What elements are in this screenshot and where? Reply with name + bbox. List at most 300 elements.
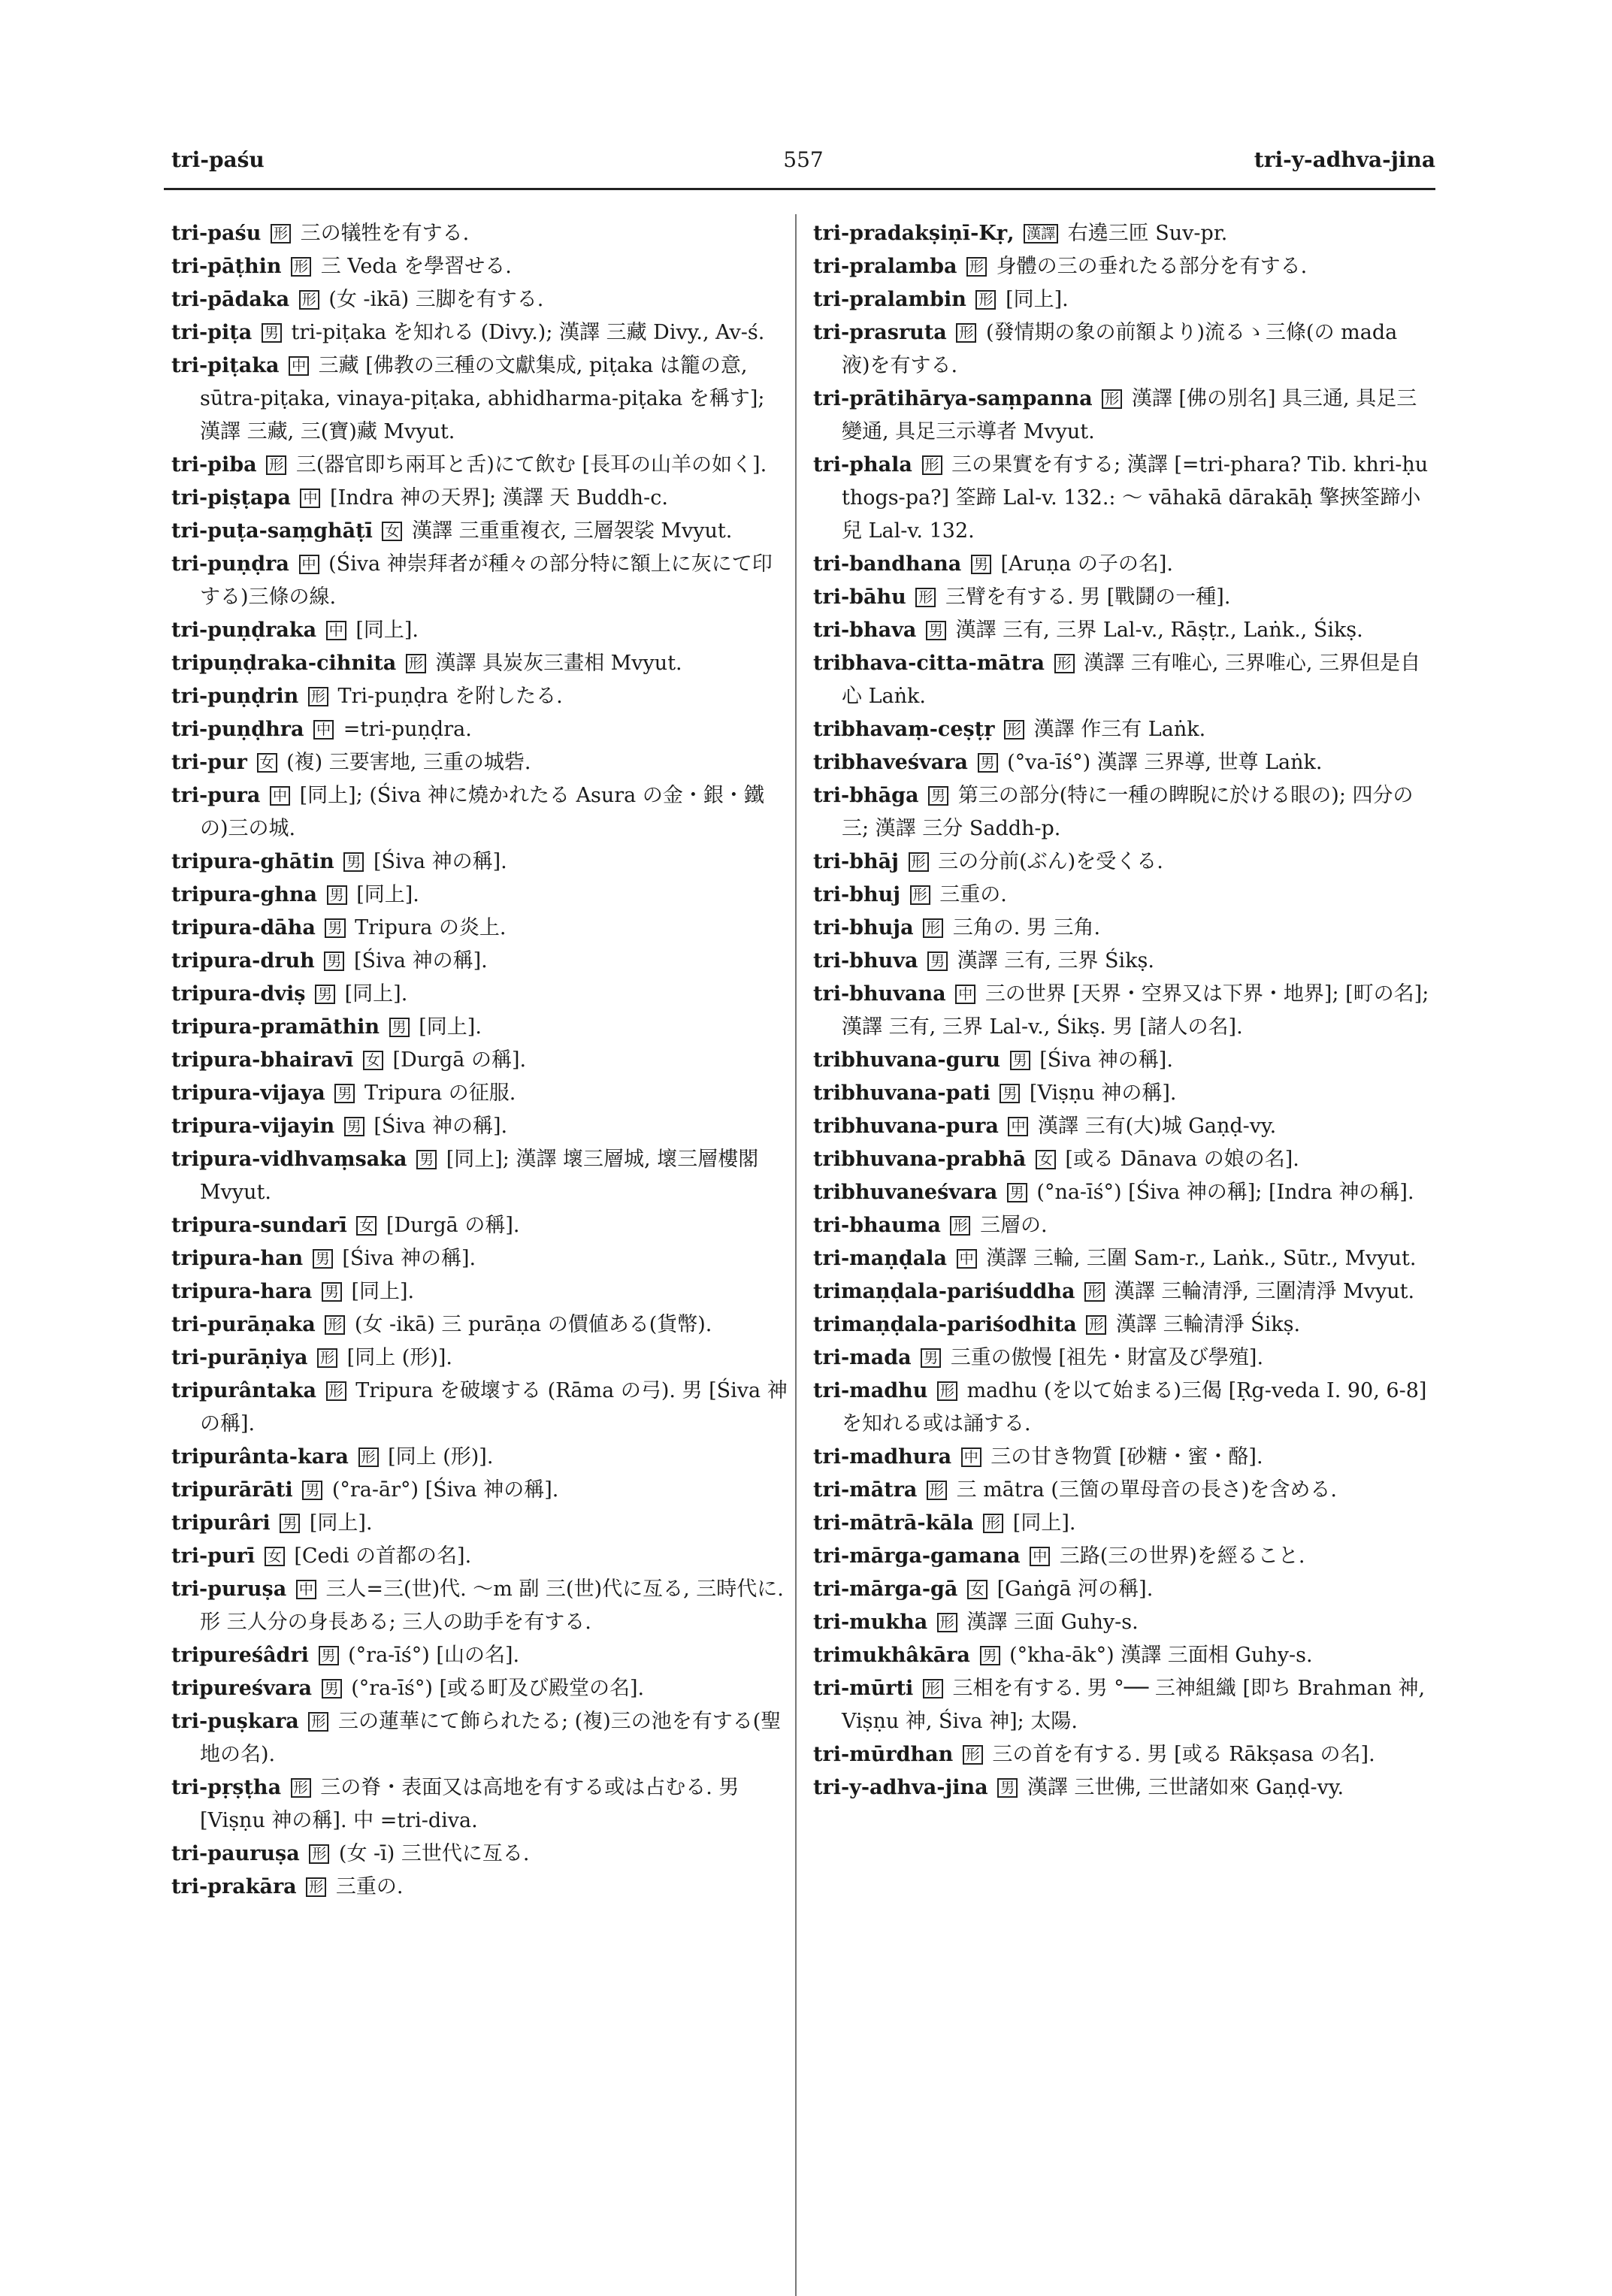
definition: (°va-īś°) 漢譯 三界導, 世尊 Laṅk. <box>1007 751 1323 774</box>
definition: [同上]. <box>419 1015 482 1039</box>
grammar-tag: 男 <box>1010 1051 1030 1070</box>
grammar-tag: 形 <box>291 1778 311 1798</box>
dictionary-entry <box>813 1044 1429 1077</box>
definition: (複) 三要害地, 三重の城砦. <box>286 751 531 774</box>
dictionary-entry <box>171 1044 788 1077</box>
dictionary-entry <box>171 945 788 978</box>
grammar-tag: 中 <box>1030 1547 1050 1566</box>
headword: tribhuvana-pura <box>813 1115 999 1138</box>
headword: tri-bhuvana <box>813 982 946 1006</box>
grammar-tag: 形 <box>306 1877 326 1897</box>
grammar-tag: 形 <box>317 1348 337 1368</box>
headword: tri-pṛṣṭha <box>171 1776 282 1799</box>
headword: tri-prātihārya-saṃpanna <box>813 387 1093 410</box>
headword: tri-puṭa-saṃghāṭī <box>171 519 373 543</box>
dictionary-entry <box>171 316 788 349</box>
definition: 漢譯 [佛の別名] 具三通, 具足三變通, 具足三示導者 Mvyut. <box>842 387 1417 443</box>
grammar-tag: 男 <box>416 1150 437 1169</box>
dictionary-entry <box>813 1242 1429 1275</box>
grammar-tag: 形 <box>271 224 291 244</box>
grammar-tag: 形 <box>1102 389 1122 409</box>
definition: 三臂を有する. 男 [戰鬪の一種]. <box>945 585 1231 609</box>
definition: 漢譯 三重重複衣, 三層袈裟 Mvyut. <box>412 519 733 543</box>
headword: tribhaveśvara <box>813 751 968 774</box>
grammar-tag: 中 <box>961 1447 981 1467</box>
grammar-tag: 男 <box>389 1018 410 1037</box>
definition: 漢譯 具炭灰三畫相 Mvyut. <box>435 652 682 675</box>
headword: tri-bhāga <box>813 784 919 807</box>
grammar-tag: 男 <box>325 918 345 938</box>
definition: tri-piṭaka を知れる (Divy.); 漢譯 三藏 Divy., Av-ś. <box>291 321 765 344</box>
dictionary-entry <box>813 1342 1429 1375</box>
headword: tri-mukha <box>813 1611 928 1634</box>
definition: 三重の. <box>335 1875 404 1898</box>
page-header <box>171 147 1435 185</box>
grammar-tag: 形 <box>983 1514 1003 1533</box>
definition: (°na-īś°) [Śiva 神の稱]; [Indra 神の稱]. <box>1036 1181 1414 1204</box>
headword: tri-puṣkara <box>171 1710 299 1733</box>
grammar-tag: 男 <box>344 1117 364 1136</box>
dictionary-entry <box>171 912 788 945</box>
definition: 三の犠牲を有する. <box>300 222 470 245</box>
definition: [Śiva 神の稱]. <box>342 1247 476 1270</box>
definition: [Indra 神の天界]; 漢譯 天 Buddh-c. <box>330 486 668 510</box>
definition: 三層の. <box>980 1214 1048 1237</box>
grammar-tag: 男 <box>322 1679 342 1699</box>
definition: [或る Dānava の娘の名]. <box>1065 1148 1299 1171</box>
definition: 漢譯 作三有 Laṅk. <box>1033 718 1206 741</box>
dictionary-entry <box>171 1705 788 1771</box>
definition: 身體の三の垂れたる部分を有する. <box>996 255 1308 278</box>
dictionary-entry <box>171 1342 788 1375</box>
headword: trimaṇḍala-pariśodhita <box>813 1313 1077 1336</box>
headword: trimukhâkāra <box>813 1644 970 1667</box>
grammar-tag: 形 <box>910 885 930 905</box>
headword: tri-madhura <box>813 1445 952 1469</box>
dictionary-entry <box>171 1308 788 1342</box>
dictionary-entry <box>813 1441 1429 1474</box>
dictionary-entry <box>813 1077 1429 1110</box>
definition: madhu (を以て始まる)三偈 [Ṛg-veda I. 90, 6-8] を知れる或は誦する. <box>842 1379 1427 1435</box>
definition: [同上 (形)]. <box>388 1445 494 1469</box>
grammar-tag: 男 <box>343 852 364 872</box>
dictionary-entry <box>171 1110 788 1143</box>
definition: Tri-puṇḍra を附したる. <box>337 685 563 708</box>
grammar-tag: 男 <box>315 985 335 1004</box>
dictionary-entry <box>171 1275 788 1308</box>
dictionary-entry <box>813 1110 1429 1143</box>
grammar-tag: 男 <box>927 951 948 971</box>
headword: trimaṇḍala-pariśuddha <box>813 1280 1075 1303</box>
definition: 三重の傲慢 [祖先・財富及び學殖]. <box>950 1346 1264 1369</box>
definition: 漢譯 三有唯心, 三界唯心, 三界但是自心 Laṅk. <box>842 652 1421 708</box>
definition: 三相を有する. 男 °── 三神組織 [即ち Brahman 神, Viṣṇu 神, Śiva 神]; 太陽. <box>842 1677 1426 1733</box>
dictionary-entry <box>171 1242 788 1275</box>
definition: 三角の. 男 三角. <box>952 916 1101 939</box>
definition: 三(器官即ち兩耳と舌)にて飲む [長耳の山羊の如く]. <box>295 453 767 476</box>
dictionary-entry <box>171 680 788 713</box>
headword: tri-puṇḍhra <box>171 718 304 741</box>
headword: tripurântaka <box>171 1379 316 1402</box>
grammar-tag: 女 <box>382 522 402 541</box>
definition: (°kha-āk°) 漢譯 三面相 Guhy-s. <box>1009 1644 1313 1667</box>
definition: 漢譯 三輪, 三圍 Sam-r., Laṅk., Sūtr., Mvyut. <box>986 1247 1417 1270</box>
dictionary-entry <box>813 1573 1429 1606</box>
headword: tri-paśu <box>171 222 262 245</box>
headword: tripura-vijayin <box>171 1115 335 1138</box>
definition: [Durgā の稱]. <box>392 1048 527 1072</box>
headword: tripuṇḍraka-cihnita <box>171 652 397 675</box>
grammar-tag: 女 <box>257 753 277 773</box>
headword: tri-mātra <box>813 1478 918 1502</box>
header-right-guide-word: tri-y-adhva-jina <box>1254 147 1435 172</box>
definition: 三 mātra (三箇の單母音の長さ)を含める. <box>956 1478 1337 1502</box>
dictionary-entry <box>813 1176 1429 1209</box>
headword: tripureśvara <box>171 1677 312 1700</box>
definition: [同上 (形)]. <box>346 1346 452 1369</box>
definition: 漢譯 三有, 三界 Śikṣ. <box>957 949 1154 973</box>
definition: 漢譯 三有, 三界 Lal-v., Rāṣṭr., Laṅk., Śikṣ. <box>955 619 1363 642</box>
definition: [Śiva 神の稱]. <box>374 1115 508 1138</box>
grammar-tag: 形 <box>299 290 319 310</box>
headword: tri-bhuj <box>813 883 901 906</box>
dictionary-entry <box>813 250 1429 283</box>
grammar-tag: 形 <box>308 1712 328 1732</box>
headword: tri-mūrdhan <box>813 1743 954 1766</box>
dictionary-entry <box>813 978 1429 1044</box>
definition: 三重の. <box>939 883 1007 906</box>
grammar-tag: 女 <box>265 1547 285 1566</box>
grammar-tag: 形 <box>309 1844 329 1864</box>
headword: tripura-bhairavī <box>171 1048 354 1072</box>
grammar-tag: 男 <box>997 1778 1018 1798</box>
dictionary-entry <box>171 482 788 515</box>
definition: [Cedi の首都の名]. <box>294 1544 472 1568</box>
grammar-tag: 形 <box>326 1381 346 1401</box>
definition: [同上]. <box>355 619 419 642</box>
dictionary-entry <box>813 581 1429 614</box>
dictionary-entry <box>813 1474 1429 1507</box>
headword: tripurânta-kara <box>171 1445 349 1469</box>
headword: tri-y-adhva-jina <box>813 1776 988 1799</box>
grammar-tag: 形 <box>1004 720 1024 740</box>
dictionary-entry <box>813 1507 1429 1540</box>
definition: 漢譯 三輪清淨, 三圍清淨 Mvyut. <box>1114 1280 1415 1303</box>
grammar-tag: 形 <box>291 257 311 277</box>
dictionary-entry <box>813 779 1429 845</box>
left-column <box>171 217 788 1904</box>
headword: tripura-ghna <box>171 883 318 906</box>
dictionary-entry <box>813 713 1429 746</box>
headword: tri-piṭaka <box>171 354 280 377</box>
headword: tri-pāṭhin <box>171 255 282 278</box>
grammar-tag: 男 <box>971 555 991 574</box>
headword: tribhuvana-guru <box>813 1048 1000 1072</box>
grammar-tag: 男 <box>313 1249 333 1269</box>
headword: tri-pura <box>171 784 261 807</box>
grammar-tag: 形 <box>923 1679 943 1699</box>
grammar-tag: 男 <box>1007 1183 1027 1202</box>
headword: tri-mārga-gamana <box>813 1544 1021 1568</box>
grammar-tag: 男 <box>302 1481 322 1500</box>
definition: (女 -ikā) 三 purāṇa の價値ある(貨幣). <box>354 1313 712 1336</box>
definition: [Śiva 神の稱]. <box>373 850 507 873</box>
headword: tri-madhu <box>813 1379 928 1402</box>
dictionary-entry <box>171 515 788 548</box>
grammar-tag: 中 <box>296 1580 316 1599</box>
dictionary-entry <box>171 1871 788 1904</box>
definition: 三の首を有する. 男 [或る Rākṣasa の名]. <box>992 1743 1375 1766</box>
definition: 三路(三の世界)を經ること. <box>1059 1544 1305 1568</box>
dictionary-entry <box>171 1143 788 1209</box>
definition: [同上]. <box>356 883 419 906</box>
grammar-tag: 形 <box>950 1216 970 1236</box>
grammar-tag: 女 <box>967 1580 987 1599</box>
dictionary-entry <box>171 349 788 449</box>
grammar-tag: 男 <box>926 621 946 640</box>
headword: tripura-ghātin <box>171 850 334 873</box>
grammar-tag: 形 <box>963 1745 983 1765</box>
dictionary-entry <box>171 1077 788 1110</box>
grammar-tag: 形 <box>406 654 426 673</box>
headword: tri-puṇḍraka <box>171 619 317 642</box>
dictionary-entry <box>813 548 1429 581</box>
definition: (°ra-ār°) [Śiva 神の稱]. <box>331 1478 559 1502</box>
dictionary-entry <box>171 1375 788 1441</box>
dictionary-entry <box>813 1639 1429 1672</box>
grammar-tag: 女 <box>356 1216 377 1236</box>
definition: (Śiva 神崇拜者が種々の部分特に額上に灰にて印する)三條の線. <box>200 552 773 609</box>
headword: tri-pradakṣiṇī-Kṛ, <box>813 222 1015 245</box>
headword: tri-piṭa <box>171 321 253 344</box>
dictionary-entry <box>171 845 788 879</box>
definition: [同上]. <box>1012 1511 1076 1535</box>
headword: tri-puruṣa <box>171 1578 287 1601</box>
headword: tripura-sundarī <box>171 1214 347 1237</box>
grammar-tag: 男 <box>262 323 282 343</box>
grammar-tag: 形 <box>975 290 996 310</box>
headword: tribhavaṃ-ceṣṭṛ <box>813 718 995 741</box>
headword: tri-mada <box>813 1346 912 1369</box>
right-column <box>813 217 1429 1804</box>
grammar-tag: 漢譯 <box>1024 224 1058 244</box>
dictionary-entry <box>813 879 1429 912</box>
dictionary-entry <box>171 250 788 283</box>
dictionary-entry <box>171 1771 788 1838</box>
grammar-tag: 中 <box>313 720 334 740</box>
headword: tri-bhāj <box>813 850 899 873</box>
dictionary-entry <box>171 978 788 1011</box>
definition: 三の蓮華にて飾られたる; (複)三の池を有する(聖地の名). <box>200 1710 782 1766</box>
definition: Tripura の炎上. <box>355 916 507 939</box>
grammar-tag: 形 <box>358 1447 379 1467</box>
dictionary-entry <box>171 1209 788 1242</box>
definition: 三藏 [佛教の三種の文獻集成, piṭaka は籠の意, sūtra-piṭaka, vinaya-piṭaka, abhidharma-piṭaka を稱す]; 漢譯 三藏, 三(寶)藏 Mvyut. <box>200 354 765 443</box>
definition: [同上]; 漢譯 壞三層城, 壞三層樓閣 Mvyut. <box>200 1148 759 1204</box>
grammar-tag: 男 <box>327 885 347 905</box>
definition: 右遶三匝 Suv-pr. <box>1067 222 1228 245</box>
headword: tripura-vijaya <box>171 1081 325 1105</box>
dictionary-entry <box>813 1143 1429 1176</box>
grammar-tag: 形 <box>956 323 976 343</box>
grammar-tag: 女 <box>1036 1150 1056 1169</box>
definition: Tripura の征服. <box>364 1081 516 1105</box>
grammar-tag: 形 <box>923 918 943 938</box>
definition: 漢譯 三世佛, 三世諸如來 Gaṇḍ-vy. <box>1027 1776 1344 1799</box>
definition: Tripura を破壞する (Rāma の弓). 男 [Śiva 神の稱]. <box>200 1379 788 1435</box>
definition: [Aruṇa の子の名]. <box>1000 552 1174 576</box>
dictionary-entry <box>171 1639 788 1672</box>
dictionary-entry <box>171 283 788 316</box>
grammar-tag: 中 <box>955 985 975 1004</box>
dictionary-entry <box>813 217 1429 250</box>
headword: tripureśâdri <box>171 1644 309 1667</box>
grammar-tag: 形 <box>1086 1315 1106 1335</box>
definition: 第三の部分(特に一種の睥睨に於ける眼の); 四分の三; 漢譯 三分 Saddh-p. <box>842 784 1414 840</box>
dictionary-entry <box>171 1573 788 1639</box>
definition: (女 -ikā) 三脚を有する. <box>328 288 544 311</box>
definition: [同上]. <box>309 1511 373 1535</box>
dictionary-entry <box>171 1011 788 1044</box>
grammar-tag: 男 <box>1000 1084 1020 1103</box>
grammar-tag: 男 <box>324 951 344 971</box>
headword: tripura-vidhvaṃsaka <box>171 1148 407 1171</box>
dictionary-entry <box>171 614 788 647</box>
definition: (°ra-īś°) [山の名]. <box>348 1644 520 1667</box>
definition: [同上]. <box>1006 288 1069 311</box>
definition: [Viṣṇu 神の稱]. <box>1029 1081 1177 1105</box>
headword: tri-pralambin <box>813 288 966 311</box>
dictionary-entry <box>813 1308 1429 1342</box>
headword: tripura-dviṣ <box>171 982 306 1006</box>
headword: tri-pādaka <box>171 288 290 311</box>
grammar-tag: 中 <box>326 621 346 640</box>
grammar-tag: 男 <box>334 1084 355 1103</box>
dictionary-entry <box>171 1672 788 1705</box>
headword: tri-purī <box>171 1544 256 1568</box>
dictionary-entry <box>813 449 1429 548</box>
grammar-tag: 男 <box>322 1282 342 1302</box>
dictionary-entry <box>813 1275 1429 1308</box>
dictionary-entry <box>171 647 788 680</box>
definition: [同上]. <box>351 1280 415 1303</box>
headword: tripura-han <box>171 1247 304 1270</box>
grammar-tag: 男 <box>928 786 948 806</box>
headword: tribhuvaneśvara <box>813 1181 998 1204</box>
headword: tripura-pramāthin <box>171 1015 380 1039</box>
definition: (°ra-īś°) [或る町及び殿堂の名]. <box>351 1677 645 1700</box>
dictionary-entry <box>813 383 1429 449</box>
definition: 三の世界 [天界・空界又は下界・地界]; [町の名]; 漢譯 三有, 三界 Lal-v., Śikṣ. 男 [諸人の名]. <box>842 982 1429 1039</box>
grammar-tag: 形 <box>308 687 328 706</box>
definition: (發情期の象の前額より)流るゝ三條(の mada 液)を有する. <box>842 321 1398 377</box>
definition: 三人=三(世)代. 〜m 副 三(世)代に亙る, 三時代に. 形 三人分の身長ある; 三人の助手を有する. <box>200 1578 784 1634</box>
grammar-tag: 形 <box>909 852 929 872</box>
dictionary-entry <box>813 1540 1429 1573</box>
dictionary-entry <box>813 1672 1429 1738</box>
headword: tri-maṇḍala <box>813 1247 947 1270</box>
grammar-tag: 中 <box>289 356 309 376</box>
dictionary-entry <box>171 217 788 250</box>
definition: 漢譯 三輪清淨 Śikṣ. <box>1115 1313 1301 1336</box>
headword: tri-purāṇaka <box>171 1313 316 1336</box>
headword: tri-bāhu <box>813 585 906 609</box>
header-left-guide-word: tri-paśu <box>171 147 265 172</box>
dictionary-entry <box>813 1738 1429 1771</box>
dictionary-entry <box>813 1209 1429 1242</box>
grammar-tag: 形 <box>937 1613 957 1632</box>
dictionary-entry <box>813 746 1429 779</box>
page-number: 557 <box>783 147 824 172</box>
dictionary-entry <box>171 779 788 845</box>
definition: 漢譯 三有(大)城 Gaṇḍ-vy. <box>1038 1115 1277 1138</box>
dictionary-entry <box>813 614 1429 647</box>
definition: 漢譯 三面 Guhy-s. <box>966 1611 1139 1634</box>
definition: [Gaṅgā 河の稱]. <box>997 1578 1154 1601</box>
dictionary-entry <box>171 879 788 912</box>
headword: tri-pralamba <box>813 255 957 278</box>
headword: tri-puṇḍrin <box>171 685 299 708</box>
dictionary-entry <box>171 713 788 746</box>
definition: (女 -ī) 三世代に亙る. <box>338 1842 530 1865</box>
headword: tri-bandhana <box>813 552 962 576</box>
definition: 三 Veda を學習せる. <box>320 255 512 278</box>
grammar-tag: 男 <box>280 1514 300 1533</box>
headword: tri-puṇḍra <box>171 552 289 576</box>
headword: tri-pur <box>171 751 247 774</box>
headword: tripura-hara <box>171 1280 313 1303</box>
grammar-tag: 中 <box>1008 1117 1028 1136</box>
headword: tri-pauruṣa <box>171 1842 300 1865</box>
grammar-tag: 男 <box>978 753 998 773</box>
headword: tri-purāṇiya <box>171 1346 308 1369</box>
column-divider <box>795 214 797 2296</box>
grammar-tag: 中 <box>299 555 319 574</box>
dictionary-entry <box>813 316 1429 383</box>
headword: tri-bhuja <box>813 916 914 939</box>
grammar-tag: 形 <box>927 1481 947 1500</box>
definition: [同上]. <box>344 982 408 1006</box>
definition: [Śiva 神の稱]. <box>353 949 488 973</box>
grammar-tag: 男 <box>980 1646 1000 1665</box>
dictionary-entry <box>813 1375 1429 1441</box>
headword: tri-mātrā-kāla <box>813 1511 974 1535</box>
headword: tribhuvana-prabhā <box>813 1148 1027 1171</box>
headword: tripurâri <box>171 1511 271 1535</box>
definition: 三の脊・表面又は高地を有する或は占むる. 男 [Viṣṇu 神の稱]. 中 =tri-diva. <box>200 1776 739 1832</box>
grammar-tag: 形 <box>325 1315 345 1335</box>
dictionary-entry <box>171 1838 788 1871</box>
definition: 三の甘き物質 [砂糖・蜜・酪]. <box>990 1445 1263 1469</box>
headword: tri-bhava <box>813 619 917 642</box>
dictionary-entry <box>813 647 1429 713</box>
headword: tribhuvana-pati <box>813 1081 990 1105</box>
definition: =tri-puṇḍra. <box>343 718 472 741</box>
headword: tribhava-citta-mātra <box>813 652 1045 675</box>
grammar-tag: 形 <box>966 257 987 277</box>
dictionary-entry <box>813 945 1429 978</box>
headword: tri-phala <box>813 453 912 476</box>
definition: [Durgā の稱]. <box>386 1214 520 1237</box>
dictionary-entry <box>813 1771 1429 1804</box>
headword: tri-piṣṭapa <box>171 486 291 510</box>
headword: tri-bhuva <box>813 949 918 973</box>
grammar-tag: 形 <box>266 455 286 475</box>
headword: tri-mārga-gā <box>813 1578 958 1601</box>
headword: tripurārāti <box>171 1478 293 1502</box>
dictionary-entry <box>171 1507 788 1540</box>
dictionary-entry <box>813 283 1429 316</box>
